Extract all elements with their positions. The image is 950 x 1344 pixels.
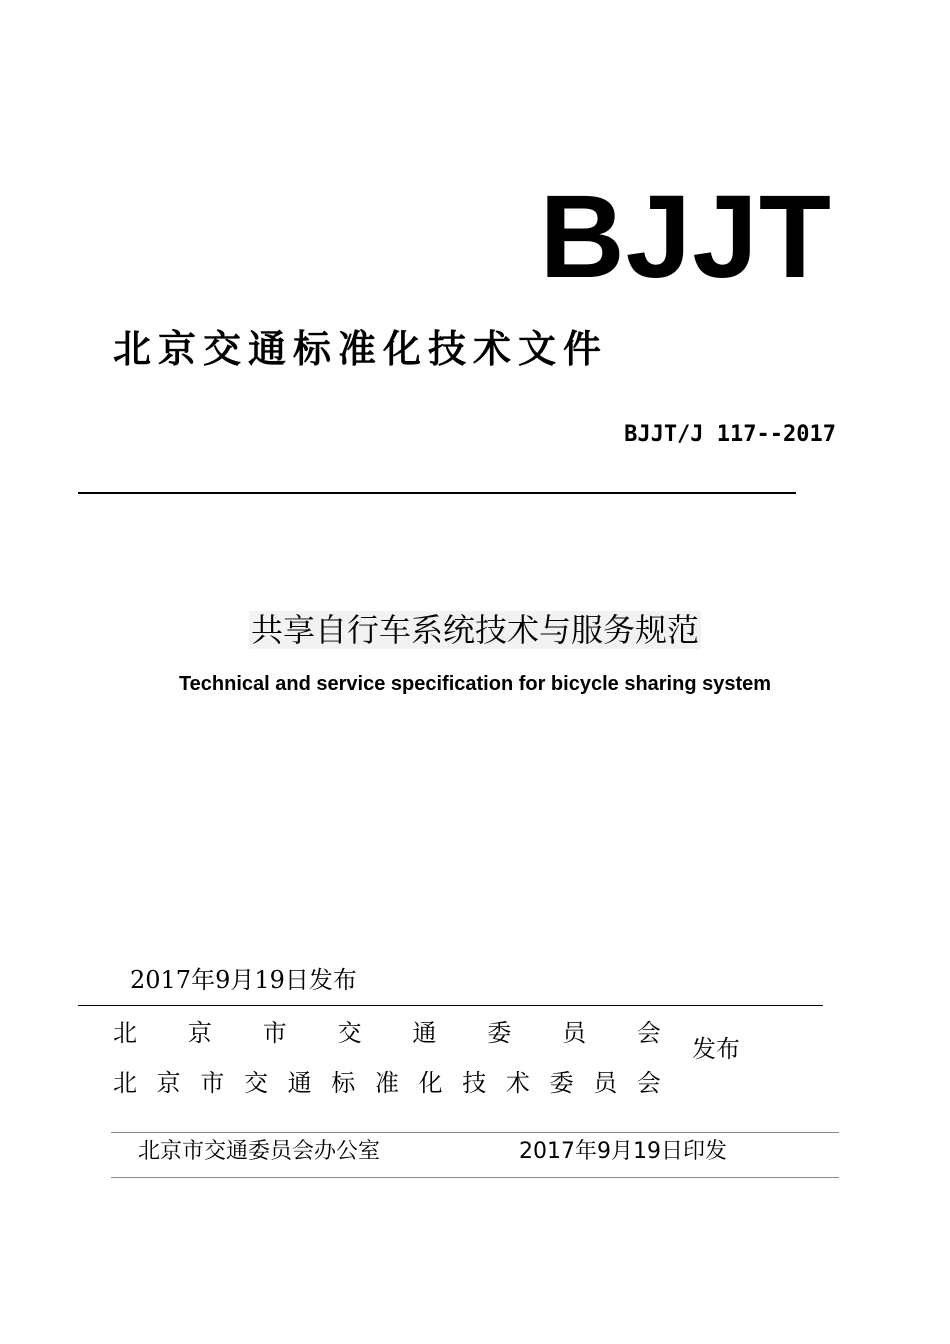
issuer-char: 市 <box>262 1019 287 1047</box>
issuer-char: 准 <box>374 1069 399 1097</box>
issuer-char: 术 <box>505 1069 530 1097</box>
issuer-char: 通 <box>412 1019 437 1047</box>
issuer-char: 市 <box>200 1069 225 1097</box>
issuer-1 <box>113 1021 661 1045</box>
footer-print-date: 2017年9月19日印发 <box>519 1139 727 1164</box>
issuer-char: 会 <box>636 1069 661 1097</box>
top-divider <box>78 492 796 494</box>
title-chinese <box>0 611 950 649</box>
issue-label: 发布 <box>692 1035 740 1063</box>
footer-divider-top <box>111 1132 839 1133</box>
issuer-divider <box>78 1005 823 1006</box>
issuer-char: 京 <box>187 1019 212 1047</box>
footer-office: 北京市交通委员会办公室 <box>138 1139 381 1164</box>
issuer-char: 交 <box>243 1069 268 1097</box>
issue-date: 2017年9月19日发布 <box>130 966 357 994</box>
issuer-2 <box>113 1071 661 1095</box>
issuer-char: 京 <box>156 1069 181 1097</box>
standard-number: BJJT/J 117--2017 <box>624 422 836 447</box>
title-chinese-text: 共享自行车系统技术与服务规范 <box>250 611 699 649</box>
issuer-char: 交 <box>337 1019 362 1047</box>
issuer-char: 北 <box>113 1019 137 1047</box>
issuer-char: 北 <box>113 1069 137 1097</box>
issuer-char: 化 <box>418 1069 443 1097</box>
footer-divider-bottom <box>111 1177 839 1178</box>
issuer-char: 员 <box>562 1019 587 1047</box>
title-english: Technical and service specification for bicycle sharing system <box>178 673 772 695</box>
issuer-char: 委 <box>549 1069 574 1097</box>
document-type-heading: 北京交通标准化技术文件 <box>113 327 609 371</box>
logo-bjjt: BJJT <box>539 171 832 303</box>
issuer-char: 会 <box>636 1019 661 1047</box>
issuer-char: 员 <box>593 1069 618 1097</box>
issuer-char: 委 <box>487 1019 512 1047</box>
issuer-char: 标 <box>331 1069 356 1097</box>
issuer-char: 技 <box>462 1069 487 1097</box>
issuer-char: 通 <box>287 1069 312 1097</box>
